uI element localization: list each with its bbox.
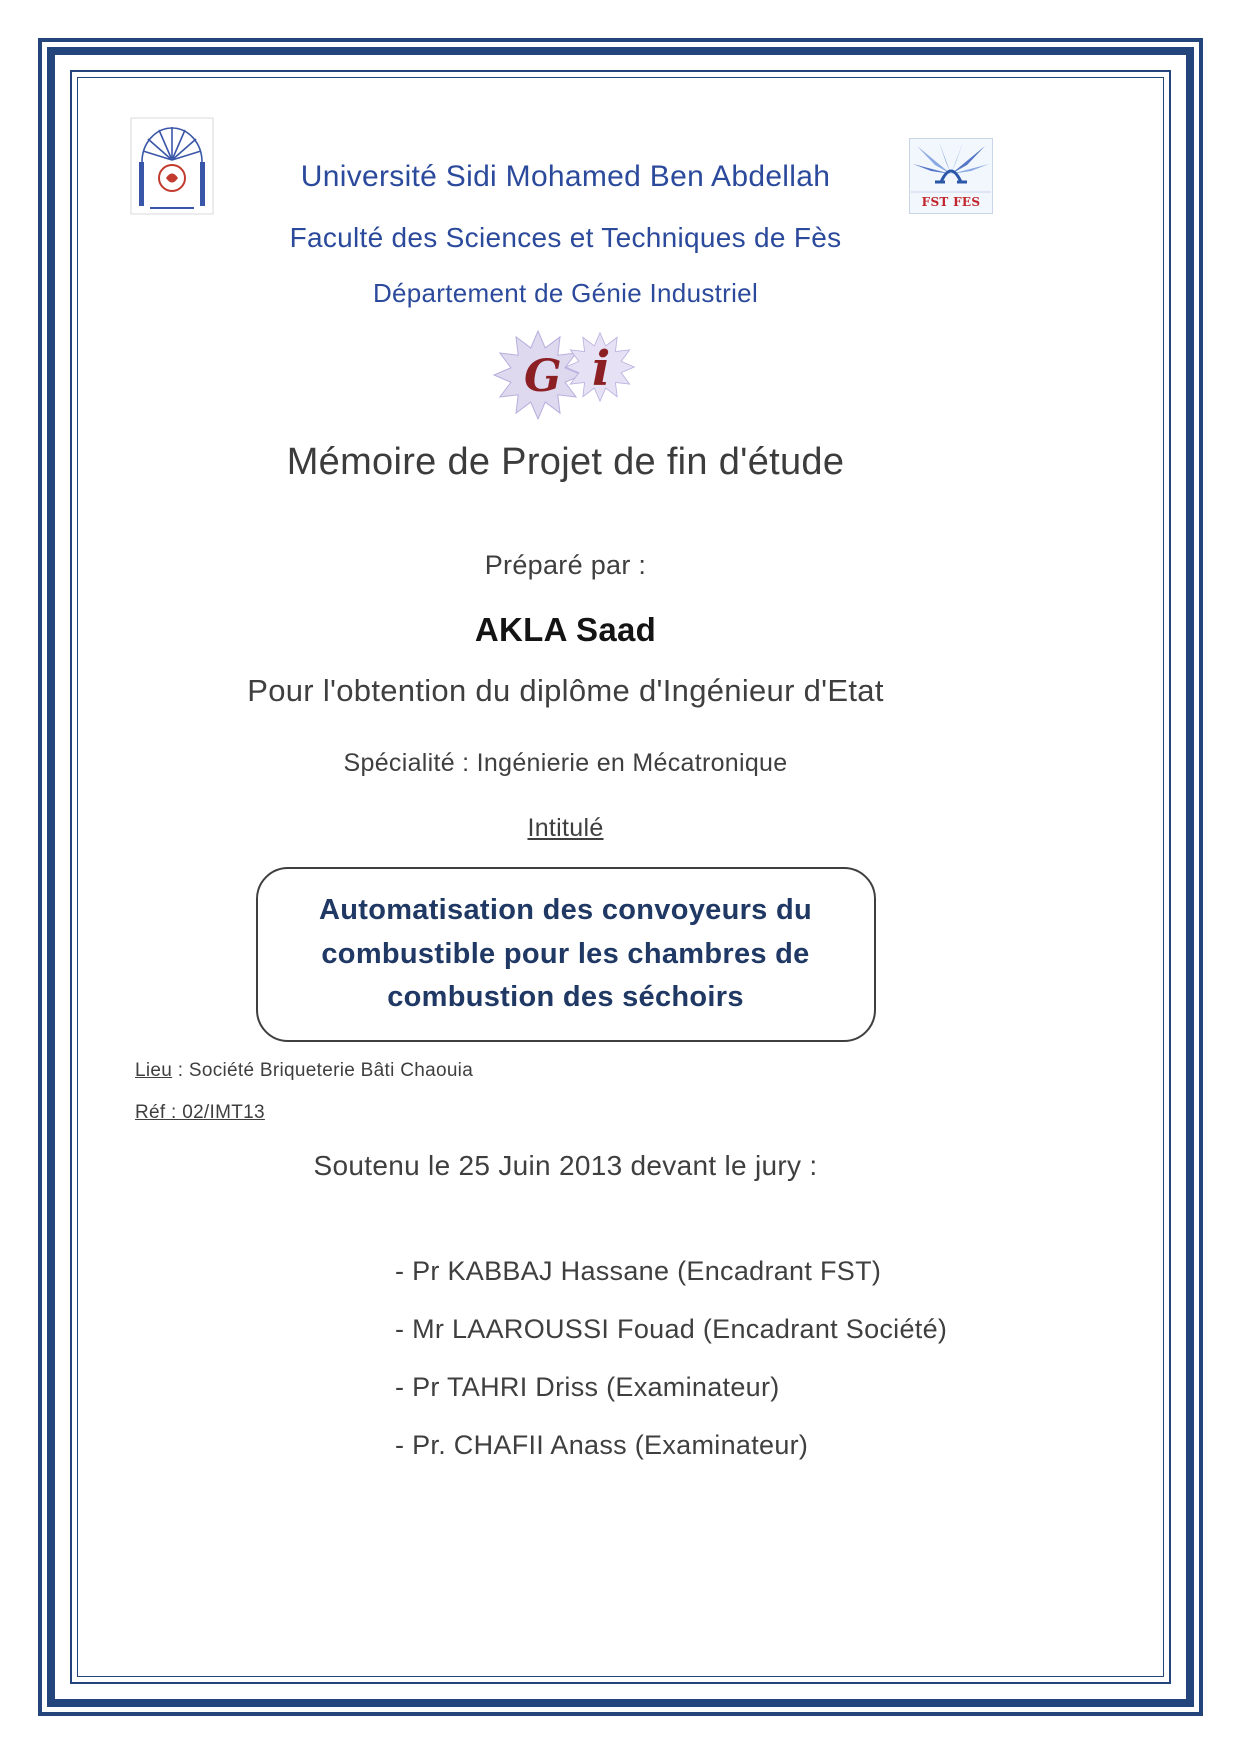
university-logo-icon	[130, 116, 214, 216]
jury-list	[395, 1256, 1041, 1461]
jury-member: - Mr LAAROUSSI Fouad (Encadrant Société)	[395, 1313, 948, 1344]
thesis-title-line: Automatisation des convoyeurs du	[318, 894, 812, 926]
jury-member: - Pr KABBAJ Hassane (Encadrant FST)	[395, 1255, 882, 1286]
gi-logo-letter-i: i	[591, 341, 611, 397]
author-name: AKLA Saad	[474, 611, 657, 648]
department-name: Département de Génie Industriel	[372, 278, 759, 308]
gi-logo-letter-g: G	[523, 351, 562, 402]
thesis-title-line: combustion des séchoirs	[387, 981, 744, 1013]
faculty-name: Faculté des Sciences et Techniques de Fès	[289, 222, 842, 253]
specialty-line: Spécialité : Ingénierie en Mécatronique	[343, 749, 788, 777]
lieu-label: Lieu	[135, 1059, 173, 1081]
gi-logo-icon	[90, 323, 1041, 423]
ref-line: Réf : 02/IMT13	[135, 1101, 265, 1123]
fst-logo-icon	[909, 138, 993, 214]
intitule-label: Intitulé	[527, 814, 604, 842]
thesis-title-box	[256, 867, 876, 1042]
thesis-title-line: combustible pour les chambres de	[321, 937, 810, 970]
jury-member: - Pr TAHRI Driss (Examinateur)	[395, 1371, 780, 1402]
degree-line: Pour l'obtention du diplôme d'Ingénieur d'Etat	[247, 673, 884, 708]
jury-member: - Pr. CHAFII Anass (Examinateur)	[395, 1429, 809, 1460]
prepared-by-label: Préparé par :	[484, 550, 647, 580]
lieu-line	[135, 1060, 1041, 1082]
document-type-title: Mémoire de Projet de fin d'étude	[286, 441, 845, 483]
fst-logo-caption: FST FES	[921, 195, 981, 209]
page-content	[90, 80, 1041, 1674]
defense-line: Soutenu le 25 Juin 2013 devant le jury :	[313, 1149, 818, 1181]
university-name: Université Sidi Mohamed Ben Abdellah	[300, 160, 831, 193]
lieu-value: : Société Briqueterie Bâti Chaouia	[172, 1059, 474, 1081]
